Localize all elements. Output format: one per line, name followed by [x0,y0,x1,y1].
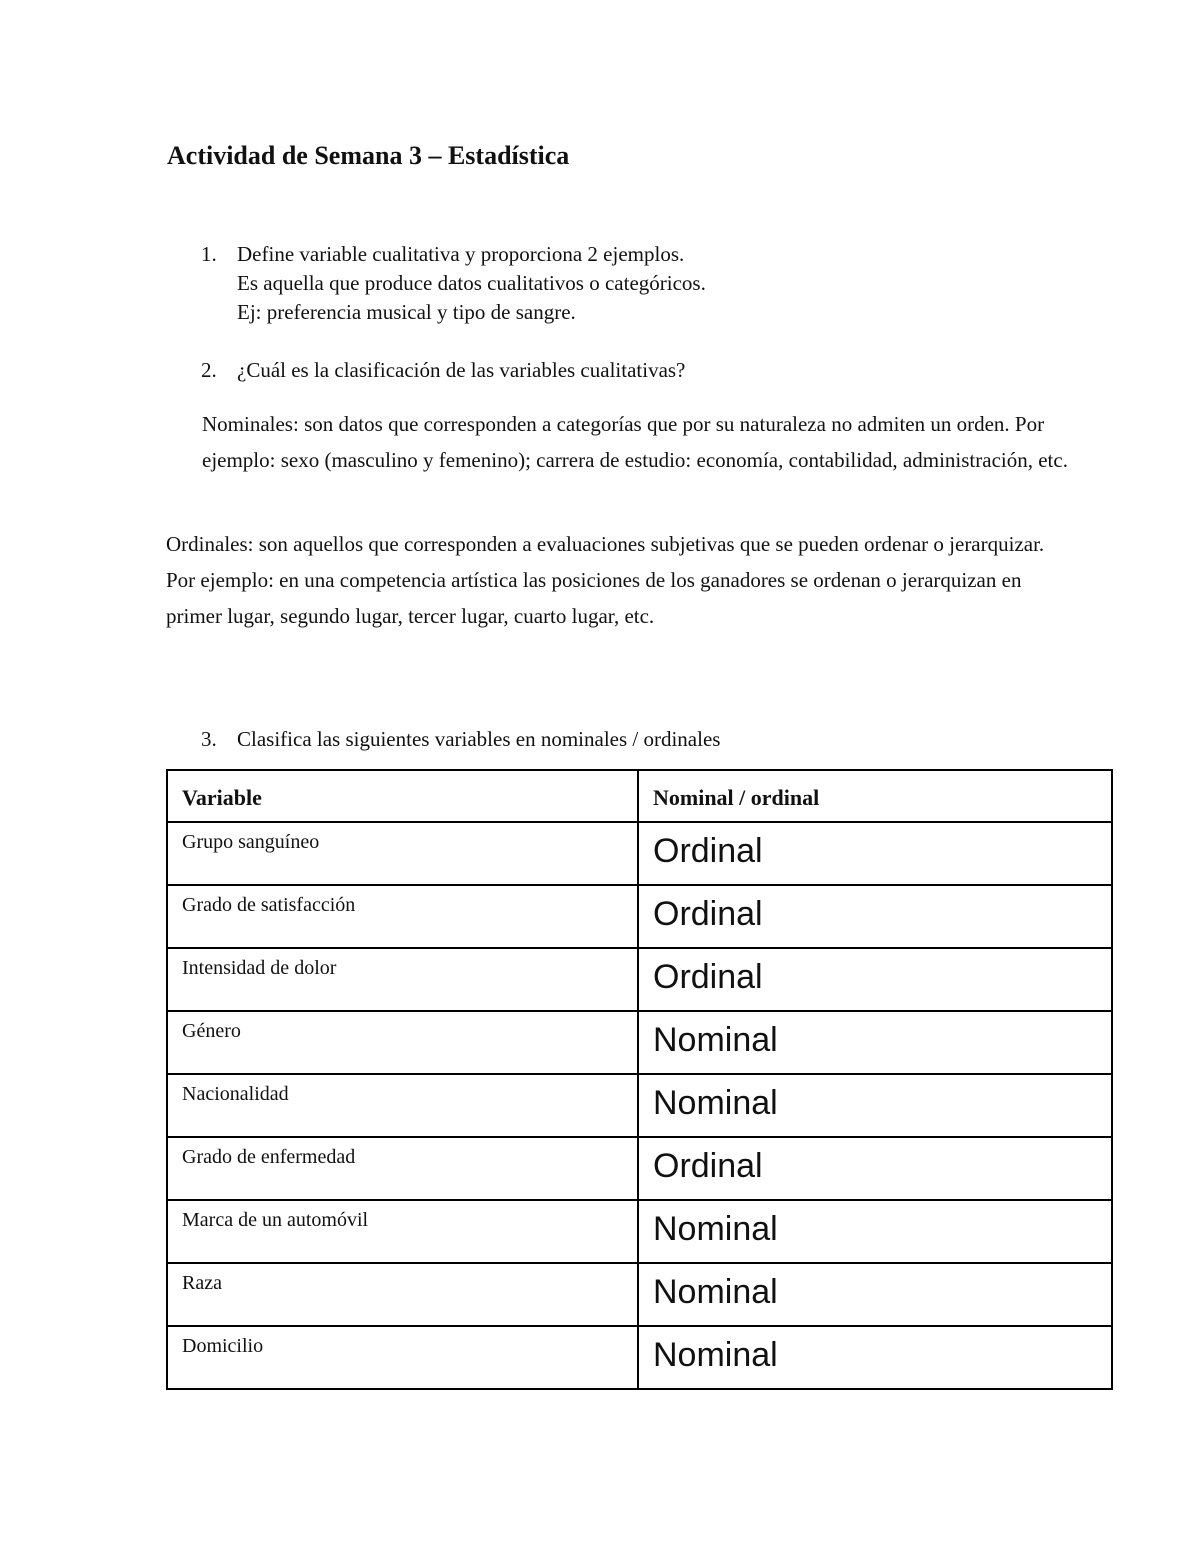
classification-table [166,769,1113,1390]
classification-cell: Nominal [638,1074,1112,1137]
question-number: 3. [201,727,217,751]
header-variable: Variable [167,770,638,822]
classification-cell: Ordinal [638,822,1112,885]
classification-cell: Nominal [638,1200,1112,1263]
variable-cell: Raza [167,1263,638,1326]
classification-cell: Ordinal [638,948,1112,1011]
variable-cell: Grado de enfermedad [167,1137,638,1200]
table-row [167,948,1112,1011]
page-title: Actividad de Semana 3 – Estadística [167,141,570,170]
variable-cell: Género [167,1011,638,1074]
variable-cell: Grado de satisfacción [167,885,638,948]
variable-cell: Marca de un automóvil [167,1200,638,1263]
question-3 [201,725,721,754]
question-number: 1. [201,242,217,266]
table-row [167,1263,1112,1326]
classification-cell: Nominal [638,1326,1112,1389]
classification-cell: Ordinal [638,885,1112,948]
question-1 [201,240,706,327]
question-text: Clasifica las siguientes variables en nominales / ordinales [237,727,721,751]
variable-cell: Grupo sanguíneo [167,822,638,885]
table-row [167,1326,1112,1389]
question-2 [201,356,686,385]
question-text: ¿Cuál es la clasificación de las variables cualitativas? [237,358,686,382]
table-row [167,1011,1112,1074]
table-header-row [167,770,1112,822]
header-classification: Nominal / ordinal [638,770,1112,822]
variable-cell: Domicilio [167,1326,638,1389]
table-row [167,1074,1112,1137]
nominal-paragraph: Nominales: son datos que corresponden a categorías que por su naturaleza no admiten un orden. Por ejemplo: sexo (masculino y femenino); carrera de estudio: economía, contabilidad, administración, etc. [202,412,1068,472]
answer-line: Ej: preferencia musical y tipo de sangre. [237,300,576,324]
classification-cell: Nominal [638,1263,1112,1326]
ordinal-paragraph: Ordinales: son aquellos que corresponden a evaluaciones subjetivas que se pueden ordenar o jerarquizar. Por ejemplo: en una competencia artística las posiciones de los ganadores se ordenan o jerarquizan en primer lugar, segundo lugar, tercer lugar, cuarto lugar, etc. [166,532,1045,628]
answer-line: Es aquella que produce datos cualitativos o categóricos. [237,271,706,295]
variable-cell: Intensidad de dolor [167,948,638,1011]
table-row [167,885,1112,948]
table-row [167,1137,1112,1200]
table-row [167,822,1112,885]
question-text: Define variable cualitativa y proporciona 2 ejemplos. [237,242,685,266]
variable-cell: Nacionalidad [167,1074,638,1137]
table-row [167,1200,1112,1263]
question-number: 2. [201,358,217,382]
classification-cell: Ordinal [638,1137,1112,1200]
classification-cell: Nominal [638,1011,1112,1074]
